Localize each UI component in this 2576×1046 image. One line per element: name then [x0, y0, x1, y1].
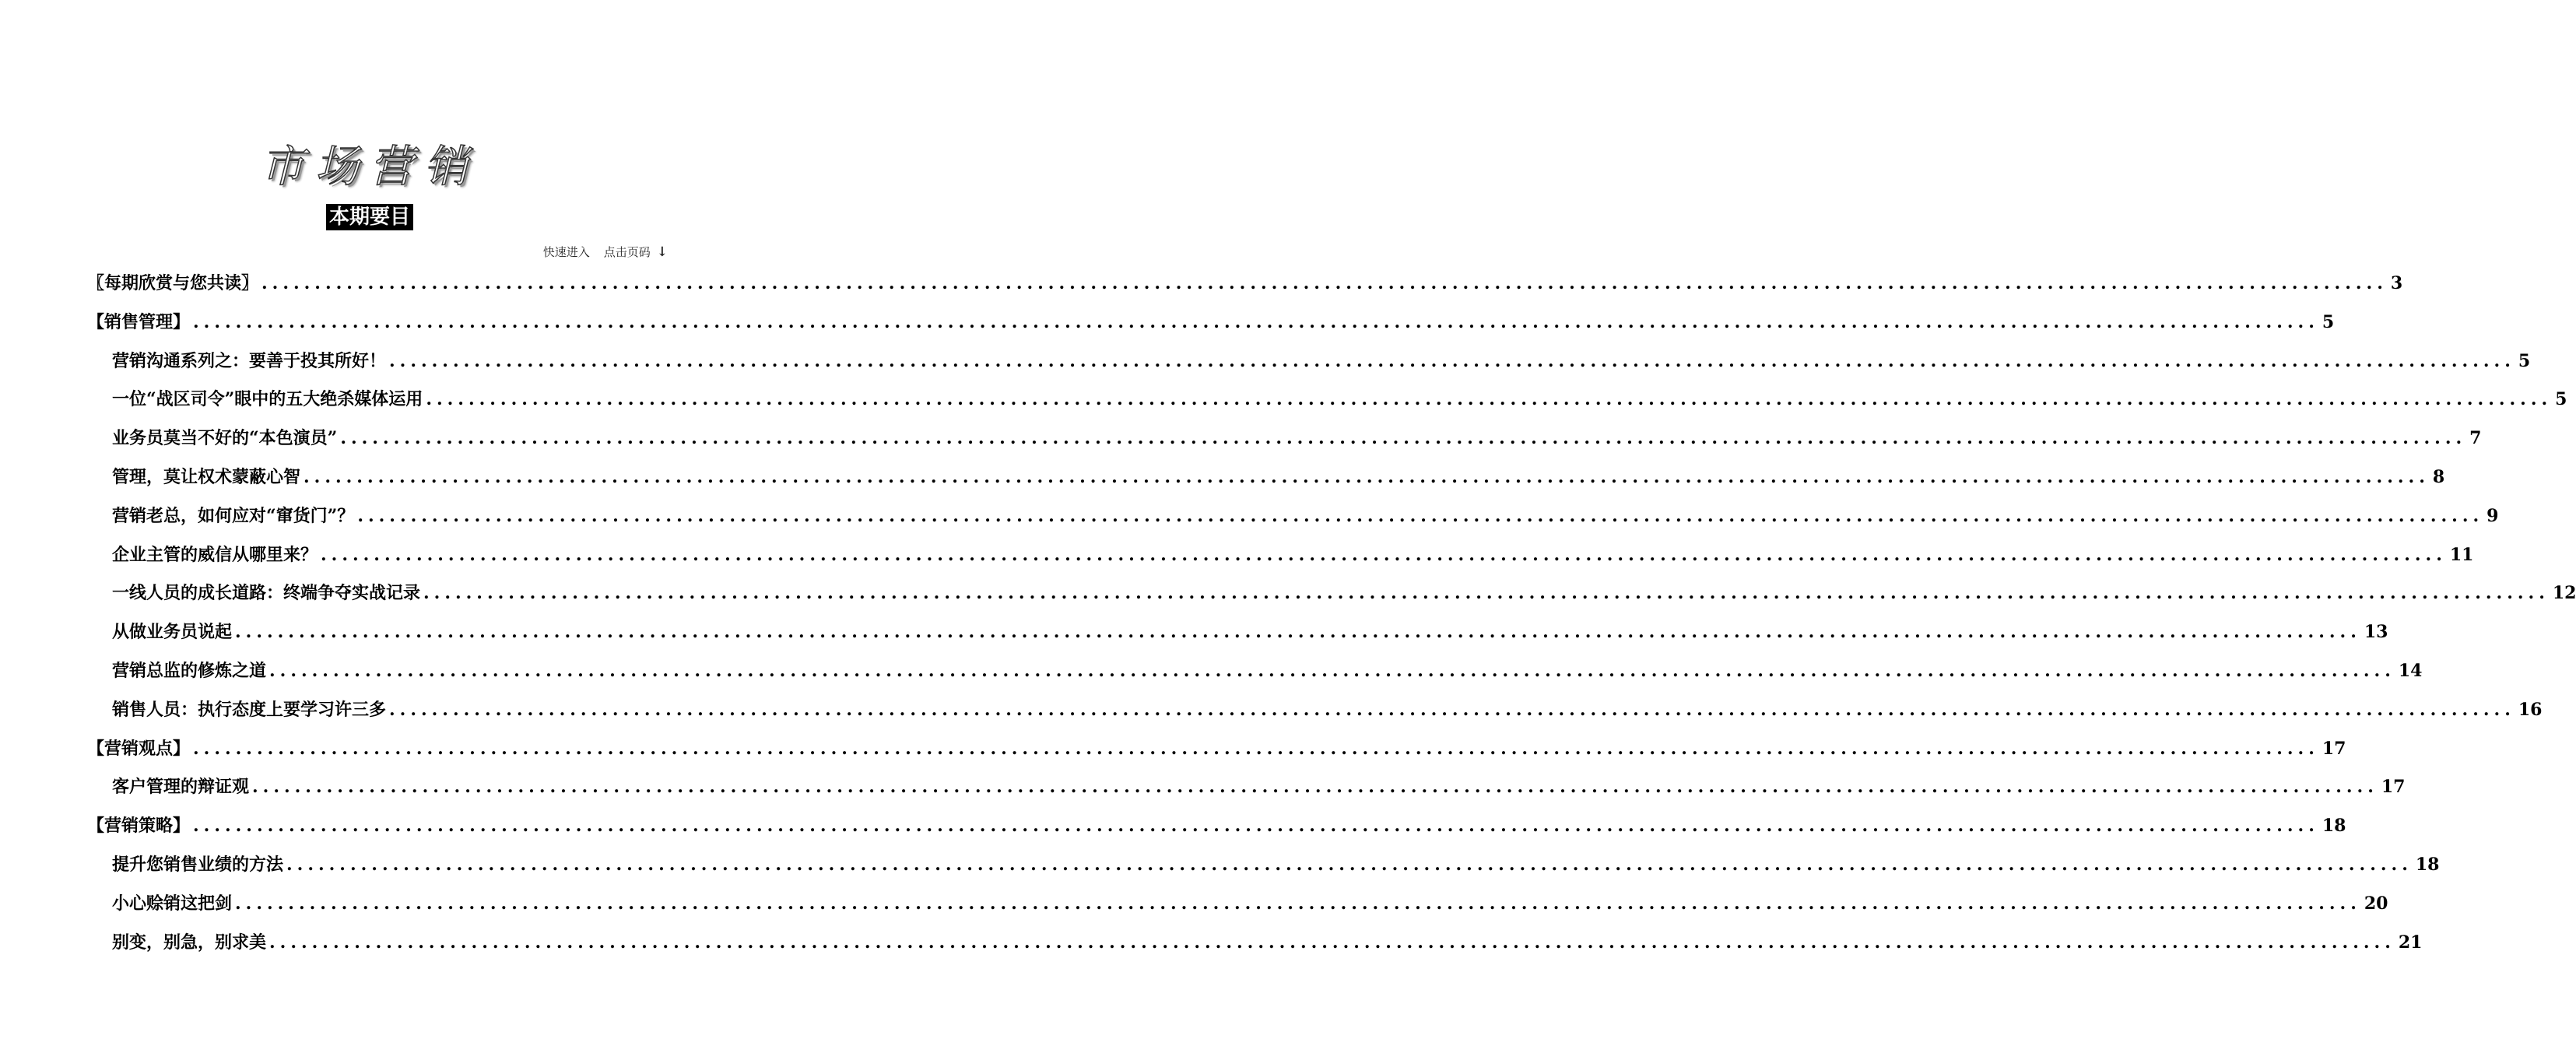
toc-dot-leader: ........................................................................................................................................................................................................	[321, 544, 2447, 565]
toc-entry[interactable]	[87, 846, 2440, 885]
arrow-down-icon: ↓	[656, 244, 668, 260]
toc-entry[interactable]	[87, 691, 2543, 730]
toc-entry[interactable]	[87, 574, 2576, 613]
toc-page-link[interactable]: 13	[2364, 622, 2388, 643]
toc-entry-title: 【销售管理】	[87, 311, 191, 332]
toc-entry[interactable]	[87, 342, 2531, 381]
toc-section[interactable]	[87, 304, 2335, 342]
toc-entry-title: 营销沟通系列之：要善于投其所好！	[112, 350, 387, 371]
toc-entry-title: 营销总监的修炼之道	[112, 660, 267, 681]
toc-dot-leader: ........................................................................................................................................................................................................	[304, 466, 2430, 487]
toc-page-link[interactable]: 16	[2518, 699, 2543, 720]
quick-nav-click-label: 点击页码	[603, 245, 651, 259]
toc-page-link[interactable]: 5	[2518, 350, 2531, 371]
toc-entry[interactable]	[87, 924, 2423, 963]
toc-dot-leader: ........................................................................................................................................................................................................	[261, 273, 2388, 293]
toc-entry-title: 小心赊销这把剑	[112, 893, 233, 914]
toc-entry[interactable]	[87, 613, 2388, 652]
toc-dot-leader: ........................................................................................................................................................................................................	[269, 932, 2395, 953]
toc-entry[interactable]	[87, 536, 2474, 575]
toc-dot-leader: ........................................................................................................................................................................................................	[286, 854, 2413, 875]
toc-dot-leader: ........................................................................................................................................................................................................	[269, 660, 2395, 681]
toc-page-link[interactable]: 18	[2415, 854, 2440, 875]
toc-entry[interactable]	[87, 768, 2406, 807]
toc-page-link[interactable]: 8	[2432, 466, 2445, 487]
toc-page-link[interactable]: 17	[2381, 777, 2406, 798]
toc-entry-title: 【营销观点】	[87, 738, 191, 759]
toc-dot-leader: ........................................................................................................................................................................................................	[426, 389, 2553, 410]
toc-entry-title: 一位“战区司令”眼中的五大绝杀媒体运用	[112, 389, 423, 410]
toc-dot-leader: ........................................................................................................................................................................................................	[235, 893, 2361, 914]
masthead-title: 市场营销	[261, 142, 479, 192]
toc-entry-title: 客户管理的辩证观	[112, 777, 250, 798]
toc-entry[interactable]	[87, 497, 2499, 536]
toc-dot-leader: ........................................................................................................................................................................................................	[389, 350, 2515, 371]
toc-entry-title: 从做业务员说起	[112, 622, 233, 643]
toc-page-link[interactable]: 7	[2469, 428, 2482, 449]
issue-contents-label: 本期要目	[326, 204, 413, 230]
toc-dot-leader: ........................................................................................................................................................................................................	[340, 428, 2467, 449]
toc-page-link[interactable]: 9	[2487, 505, 2499, 526]
toc-section[interactable]	[87, 730, 2346, 769]
toc-entry[interactable]	[87, 381, 2567, 419]
toc-section[interactable]	[87, 265, 2403, 304]
toc-page-link[interactable]: 3	[2390, 273, 2403, 293]
toc-section[interactable]	[87, 807, 2346, 846]
toc-page-link[interactable]: 17	[2322, 738, 2346, 759]
toc-dot-leader: ........................................................................................................................................................................................................	[193, 311, 2319, 332]
toc-dot-leader: ........................................................................................................................................................................................................	[193, 816, 2319, 837]
toc-entry-title: 提升您销售业绩的方法	[112, 854, 284, 875]
table-of-contents	[87, 265, 2576, 962]
toc-entry-title: 【营销策略】	[87, 816, 191, 837]
toc-page-link[interactable]: 11	[2449, 544, 2474, 565]
toc-dot-leader: ........................................................................................................................................................................................................	[423, 583, 2550, 604]
toc-entry[interactable]	[87, 458, 2445, 497]
toc-entry-title: 管理，莫让权术蒙蔽心智	[112, 466, 301, 487]
toc-page-link[interactable]: 5	[2555, 389, 2567, 410]
toc-entry[interactable]	[87, 419, 2482, 458]
toc-page-link[interactable]: 5	[2322, 311, 2335, 332]
quick-nav	[543, 244, 668, 260]
toc-dot-leader: ........................................................................................................................................................................................................	[235, 622, 2361, 643]
toc-entry-title: 业务员莫当不好的“本色演员”	[112, 428, 338, 449]
toc-entry[interactable]	[87, 652, 2423, 691]
toc-entry-title: 〖每期欣赏与您共读〗	[87, 273, 259, 293]
toc-entry-title: 营销老总，如何应对“窜货门”？	[112, 505, 355, 526]
toc-page-link[interactable]: 18	[2322, 816, 2346, 837]
toc-page-link[interactable]: 20	[2364, 893, 2388, 914]
toc-dot-leader: ........................................................................................................................................................................................................	[193, 738, 2319, 759]
issue-contents-heading	[0, 204, 739, 230]
toc-page-link[interactable]: 14	[2398, 660, 2423, 681]
toc-dot-leader: ........................................................................................................................................................................................................	[389, 699, 2515, 720]
toc-entry-title: 别变，别急，别求美	[112, 932, 267, 953]
toc-entry[interactable]	[87, 885, 2388, 924]
toc-entry-title: 企业主管的威信从哪里来？	[112, 544, 318, 565]
toc-entry-title: 销售人员：执行态度上要学习许三多	[112, 699, 387, 720]
toc-page-link[interactable]: 21	[2398, 932, 2423, 953]
toc-dot-leader: ........................................................................................................................................................................................................	[252, 777, 2378, 798]
toc-entry-title: 一线人员的成长道路：终端争夺实战记录	[112, 583, 421, 604]
toc-page-link[interactable]: 12	[2552, 583, 2576, 604]
toc-dot-leader: ........................................................................................................................................................................................................	[357, 505, 2484, 526]
quick-nav-enter-label: 快速进入	[542, 245, 590, 259]
